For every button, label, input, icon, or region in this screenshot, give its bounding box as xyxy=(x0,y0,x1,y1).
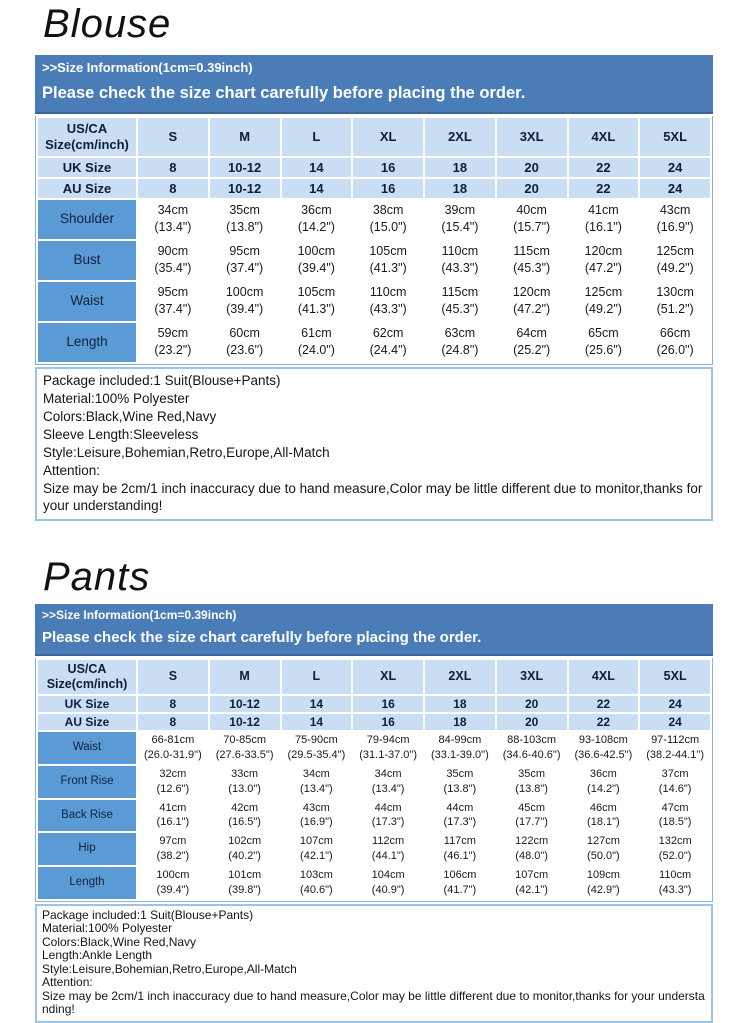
measure-cell: 95cm (37.4") xyxy=(209,240,281,281)
table-row-back-rise xyxy=(37,799,711,833)
measure-cell: 120cm (47.2") xyxy=(568,240,640,281)
size-cell: 18 xyxy=(424,713,496,731)
table-row-hip xyxy=(37,832,711,866)
size-cell: 18 xyxy=(424,695,496,713)
measure-cell: 70-85cm (27.6-33.5") xyxy=(209,731,281,765)
measure-cell: 60cm (23.6") xyxy=(209,322,281,363)
measure-cell: 101cm (39.8") xyxy=(209,866,281,900)
row-label: Bust xyxy=(37,240,137,281)
measure-cell: 105cm (41.3") xyxy=(352,240,424,281)
note-line: Colors:Black,Wine Red,Navy xyxy=(42,934,197,949)
note-line: Size may be 2cm/1 inch inaccuracy due to hand measure,Color may be little different due to monitor,thanks for your understanding! xyxy=(42,988,705,1017)
measure-cell: 41cm (16.1") xyxy=(137,799,209,833)
size-cell: 22 xyxy=(568,713,640,731)
measure-cell: 34cm (13.4") xyxy=(352,765,424,799)
column-header-4xl: 4XL xyxy=(568,659,640,695)
measure-cell: 43cm (16.9") xyxy=(281,799,353,833)
measure-cell: 97-112cm (38.2-44.1") xyxy=(639,731,711,765)
table-row-bust xyxy=(37,240,711,281)
measure-cell: 107cm (42.1") xyxy=(496,866,568,900)
size-cell: 8 xyxy=(137,178,209,199)
column-header-s: S xyxy=(137,659,209,695)
blouse-size-info-banner xyxy=(35,55,713,114)
measure-cell: 130cm (51.2") xyxy=(639,281,711,322)
row-label: Length xyxy=(37,322,137,363)
table-row-length xyxy=(37,866,711,900)
table-row-length xyxy=(37,322,711,363)
note-line: Colors:Black,Wine Red,Navy xyxy=(43,408,217,424)
measure-cell: 66-81cm (26.0-31.9") xyxy=(137,731,209,765)
measure-cell: 117cm (46.1") xyxy=(424,832,496,866)
size-cell: 10-12 xyxy=(209,695,281,713)
size-check-warning: Please check the size chart carefully before placing the order. xyxy=(42,83,526,102)
column-header-xl: XL xyxy=(352,659,424,695)
measure-cell: 64cm (25.2") xyxy=(496,322,568,363)
note-line: Package included:1 Suit(Blouse+Pants) xyxy=(43,372,281,388)
size-cell: 18 xyxy=(424,157,496,178)
measure-cell: 35cm (13.8") xyxy=(209,199,281,240)
measure-cell: 84-99cm (33.1-39.0") xyxy=(424,731,496,765)
measure-cell: 97cm (38.2") xyxy=(137,832,209,866)
column-header-2xl: 2XL xyxy=(424,117,496,157)
measure-cell: 110cm (43.3") xyxy=(424,240,496,281)
measure-cell: 35cm (13.8") xyxy=(496,765,568,799)
measure-cell: 43cm (16.9") xyxy=(639,199,711,240)
table-row-au-size xyxy=(37,713,711,731)
size-cell: 20 xyxy=(496,178,568,199)
header-row xyxy=(37,659,711,695)
measure-cell: 100cm (39.4") xyxy=(281,240,353,281)
column-header-3xl: 3XL xyxy=(496,659,568,695)
measure-cell: 41cm (16.1") xyxy=(568,199,640,240)
column-header-3xl: 3XL xyxy=(496,117,568,157)
size-cell: 20 xyxy=(496,157,568,178)
size-cell: 16 xyxy=(352,157,424,178)
measure-cell: 110cm (43.3") xyxy=(352,281,424,322)
measure-cell: 102cm (40.2") xyxy=(209,832,281,866)
column-header-5xl: 5XL xyxy=(639,659,711,695)
pants-table-wrap xyxy=(35,658,713,901)
corner-header: US/CA Size(cm/inch) xyxy=(37,659,137,695)
table-row-uk-size xyxy=(37,157,711,178)
measure-cell: 62cm (24.4") xyxy=(352,322,424,363)
measure-cell: 34cm (13.4") xyxy=(281,765,353,799)
pants-size-info-banner xyxy=(35,604,713,656)
size-cell: 24 xyxy=(639,713,711,731)
measure-cell: 37cm (14.6") xyxy=(639,765,711,799)
size-cell: 8 xyxy=(137,713,209,731)
blouse-title: Blouse xyxy=(43,2,172,46)
measure-cell: 36cm (14.2") xyxy=(281,199,353,240)
measure-cell: 59cm (23.2") xyxy=(137,322,209,363)
measure-cell: 42cm (16.5") xyxy=(209,799,281,833)
table-row-waist xyxy=(37,281,711,322)
size-cell: 16 xyxy=(352,178,424,199)
measure-cell: 115cm (45.3") xyxy=(496,240,568,281)
measure-cell: 61cm (24.0") xyxy=(281,322,353,363)
measure-cell: 46cm (18.1") xyxy=(568,799,640,833)
column-header-xl: XL xyxy=(352,117,424,157)
measure-cell: 34cm (13.4") xyxy=(137,199,209,240)
measure-cell: 125cm (49.2") xyxy=(568,281,640,322)
note-line: Length:Ankle Length xyxy=(42,948,153,963)
blouse-table-wrap xyxy=(35,116,713,365)
row-label: Length xyxy=(37,866,137,900)
size-cell: 16 xyxy=(352,695,424,713)
row-label: Waist xyxy=(37,731,137,765)
pants-section xyxy=(35,555,713,1023)
header-row xyxy=(37,117,711,157)
size-info-label: >>Size Information(1cm=0.39inch) xyxy=(42,59,253,75)
measure-cell: 109cm (42.9") xyxy=(568,866,640,900)
measure-cell: 38cm (15.0") xyxy=(352,199,424,240)
size-info-label: >>Size Information(1cm=0.39inch) xyxy=(42,608,237,623)
measure-cell: 35cm (13.8") xyxy=(424,765,496,799)
blouse-section xyxy=(35,2,713,521)
column-header-m: M xyxy=(209,659,281,695)
note-line: Attention: xyxy=(42,975,93,990)
note-line: Style:Leisure,Bohemian,Retro,Europe,All-Match xyxy=(42,961,297,976)
size-cell: 18 xyxy=(424,178,496,199)
size-cell: 22 xyxy=(568,178,640,199)
measure-cell: 65cm (25.6") xyxy=(568,322,640,363)
measure-cell: 66cm (26.0") xyxy=(639,322,711,363)
size-cell: 14 xyxy=(281,713,353,731)
measure-cell: 100cm (39.4") xyxy=(137,866,209,900)
note-line: Material:100% Polyester xyxy=(43,390,190,406)
measure-cell: 36cm (14.2") xyxy=(568,765,640,799)
measure-cell: 122cm (48.0") xyxy=(496,832,568,866)
measure-cell: 127cm (50.0") xyxy=(568,832,640,866)
column-header-5xl: 5XL xyxy=(639,117,711,157)
corner-header: US/CA Size(cm/inch) xyxy=(37,117,137,157)
table-row-uk-size xyxy=(37,695,711,713)
size-cell: 10-12 xyxy=(209,178,281,199)
row-label: Back Rise xyxy=(37,799,137,833)
pants-title: Pants xyxy=(43,555,151,600)
size-cell: 14 xyxy=(281,157,353,178)
column-header-m: M xyxy=(209,117,281,157)
column-header-4xl: 4XL xyxy=(568,117,640,157)
table-row-front-rise xyxy=(37,765,711,799)
measure-cell: 47cm (18.5") xyxy=(639,799,711,833)
size-cell: 14 xyxy=(281,178,353,199)
size-check-warning: Please check the size chart carefully before placing the order. xyxy=(42,629,482,647)
row-label: AU Size xyxy=(37,713,137,731)
row-label: Front Rise xyxy=(37,765,137,799)
note-line: Material:100% Polyester xyxy=(42,921,173,936)
pants-size-table xyxy=(36,658,712,900)
note-line: Size may be 2cm/1 inch inaccuracy due to hand measure,Color may be little different due to monitor,thanks for your understanding! xyxy=(43,480,703,514)
size-cell: 10-12 xyxy=(209,713,281,731)
size-cell: 16 xyxy=(352,713,424,731)
measure-cell: 100cm (39.4") xyxy=(209,281,281,322)
measure-cell: 132cm (52.0") xyxy=(639,832,711,866)
measure-cell: 63cm (24.8") xyxy=(424,322,496,363)
measure-cell: 115cm (45.3") xyxy=(424,281,496,322)
column-header-s: S xyxy=(137,117,209,157)
measure-cell: 107cm (42.1") xyxy=(281,832,353,866)
row-label: UK Size xyxy=(37,695,137,713)
size-cell: 14 xyxy=(281,695,353,713)
row-label: Hip xyxy=(37,832,137,866)
table-row-shoulder xyxy=(37,199,711,240)
pants-notes-box xyxy=(35,904,713,1023)
column-header-2xl: 2XL xyxy=(424,659,496,695)
measure-cell: 103cm (40.6") xyxy=(281,866,353,900)
size-cell: 20 xyxy=(496,695,568,713)
note-line: Sleeve Length:Sleeveless xyxy=(43,426,199,442)
note-line: Attention: xyxy=(43,462,101,478)
size-cell: 22 xyxy=(568,695,640,713)
measure-cell: 95cm (37.4") xyxy=(137,281,209,322)
size-cell: 20 xyxy=(496,713,568,731)
measure-cell: 110cm (43.3") xyxy=(639,866,711,900)
row-label: AU Size xyxy=(37,178,137,199)
measure-cell: 39cm (15.4") xyxy=(424,199,496,240)
measure-cell: 32cm (12.6") xyxy=(137,765,209,799)
measure-cell: 104cm (40.9") xyxy=(352,866,424,900)
measure-cell: 75-90cm (29.5-35.4") xyxy=(281,731,353,765)
measure-cell: 120cm (47.2") xyxy=(496,281,568,322)
measure-cell: 90cm (35.4") xyxy=(137,240,209,281)
size-cell: 8 xyxy=(137,157,209,178)
measure-cell: 125cm (49.2") xyxy=(639,240,711,281)
measure-cell: 106cm (41.7") xyxy=(424,866,496,900)
row-label: UK Size xyxy=(37,157,137,178)
column-header-l: L xyxy=(281,659,353,695)
measure-cell: 44cm (17.3") xyxy=(352,799,424,833)
measure-cell: 44cm (17.3") xyxy=(424,799,496,833)
measure-cell: 45cm (17.7") xyxy=(496,799,568,833)
note-line: Style:Leisure,Bohemian,Retro,Europe,All-Match xyxy=(43,444,330,460)
measure-cell: 88-103cm (34.6-40.6") xyxy=(496,731,568,765)
measure-cell: 79-94cm (31.1-37.0") xyxy=(352,731,424,765)
size-cell: 8 xyxy=(137,695,209,713)
size-cell: 24 xyxy=(639,178,711,199)
table-row-waist xyxy=(37,731,711,765)
column-header-l: L xyxy=(281,117,353,157)
measure-cell: 93-108cm (36.6-42.5") xyxy=(568,731,640,765)
size-cell: 22 xyxy=(568,157,640,178)
row-label: Shoulder xyxy=(37,199,137,240)
blouse-size-table xyxy=(36,116,712,364)
measure-cell: 33cm (13.0") xyxy=(209,765,281,799)
table-row-au-size xyxy=(37,178,711,199)
blouse-notes-box xyxy=(35,367,713,522)
size-cell: 24 xyxy=(639,157,711,178)
row-label: Waist xyxy=(37,281,137,322)
measure-cell: 105cm (41.3") xyxy=(281,281,353,322)
note-line: Package included:1 Suit(Blouse+Pants) xyxy=(42,907,254,922)
measure-cell: 112cm (44.1") xyxy=(352,832,424,866)
size-cell: 24 xyxy=(639,695,711,713)
measure-cell: 40cm (15.7") xyxy=(496,199,568,240)
size-cell: 10-12 xyxy=(209,157,281,178)
